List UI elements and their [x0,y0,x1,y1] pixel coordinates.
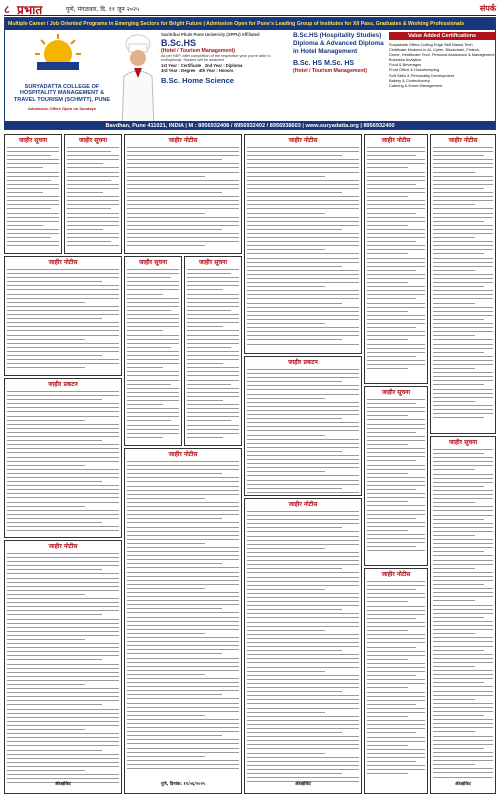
public-notice-8: जाहीर सूचना [184,256,242,446]
public-notice-12: जाहीर नोटीस ॲडव्होकेट [244,498,362,794]
public-notice-6: जाहीर नोटीस [124,134,242,254]
public-notice-3: जाहीर नोटीस [4,256,122,376]
course-home-science: B.Sc. Home Science [161,75,235,85]
value-added-block: Value Added Certifications Suryadatta Offers Cutting Edge Skill Based Tech Certificate Modules in AI, Cyber, Blockchain, Fintech, Drone, Healthcare Tech, Personal Assistance & Management Business Analytics Food & Beverages Front Office & Housekeeping Soft Skills & Personality Development Bakery & Confectionery Catering & Event Management [389,33,495,88]
ad-headline-2: Admission Open for Pune's Leading Group of Institutes for XII Pass, Graduates & Working Professionals [206,21,465,27]
public-notice-17: जाहीर सूचना ॲडव्होकेट [430,436,496,794]
masthead [4,2,496,16]
date-line: पुणे, मंगळवार, दि. ११ जून २०२५ [66,6,140,13]
public-notice-15: जाहीर नोटीस [364,568,428,794]
course-bsc-hs: B.Sc.HS [161,38,197,48]
office-open-tagline: Admission Office Open on Sundays [27,106,96,111]
value-added-list: Suryadatta Offers Cutting Edge Skill Based Tech Certificate Modules in AI, Cyber, Blockchain, Fintech, Drone, Healthcare Tech, Personal Assistance & Management Business Analytics Food & Beverages Front Office & Housekeeping Soft Skills & Personality Development Bakery & Confectionery Catering & Event Management [389,42,495,88]
public-notice-7: जाहीर सूचना [124,256,182,446]
public-notice-13: जाहीर नोटीस [364,134,428,384]
public-notice-9: जाहीर नोटीस पुणे, दिनांक: ११/०६/२०२५ [124,448,242,794]
public-notice-4: जाहीर प्रकटन [4,378,122,538]
ad-course-block-2: B.Sc.HS (Hospitality Studies) Diploma & Advanced Diploma in Hotel Management B.Sc. HS M.Sc. HS (Hotel / Tourism Management) [293,32,384,74]
notices-area [4,134,496,794]
college-advertisement [4,17,496,130]
ad-contact-footer: Bavdhan, Pune 411021, INDIA | M : 8956932408 / 8956932402 / 8956938603 | www.suryadatta.org | 8956932400 [5,121,495,130]
public-notice-10: जाहीर नोटीस [244,134,362,354]
ad-course-block-1: Savitribai Phule Pune University (SPPU) Affiliated B.Sc.HS (Hotel / Tourism Management) As per NEP, after completion of the respective year you're able to exit/optional, Student will be awarded 1st Year : Certificate 2nd Year : Diploma 3rd Year : Degree 4th Year : Honors B.Sc. Home Science [161,32,289,122]
public-notice-5: जाहीर नोटीस ॲडव्होकेट [4,540,122,794]
college-name: SURYADATTA COLLEGE OF HOSPITALITY MANAGEMENT & TRAVEL TOURISM (SCHMTT), PUNE [13,84,111,103]
chef-photo-icon [117,32,159,128]
public-notice-2: जाहीर सूचना [64,134,122,254]
section-name: संपर्क [479,4,496,13]
public-notice-1: जाहीर सूचना [4,134,62,254]
public-notice-16: जाहीर नोटीस [430,134,496,434]
page-number: ८ [4,3,10,16]
public-notice-14: जाहीर सूचना [364,386,428,566]
suryadatta-logo-icon [29,32,87,72]
ad-headline-strip: Multiple Career / Job Oriented Programs in Emerging Sectors for Bright Future | Admission Open for Pune's Leading Group of Institutes for XII Pass, Graduates & Working Professionals [5,18,495,30]
public-notice-11: जाहीर प्रकटन [244,356,362,496]
ad-brand-block [7,32,117,129]
ad-headline: Multiple Career / Job Oriented Programs in Emerging Sectors for Bright Future [8,21,202,27]
newspaper-logo: प्रभात [17,3,43,17]
